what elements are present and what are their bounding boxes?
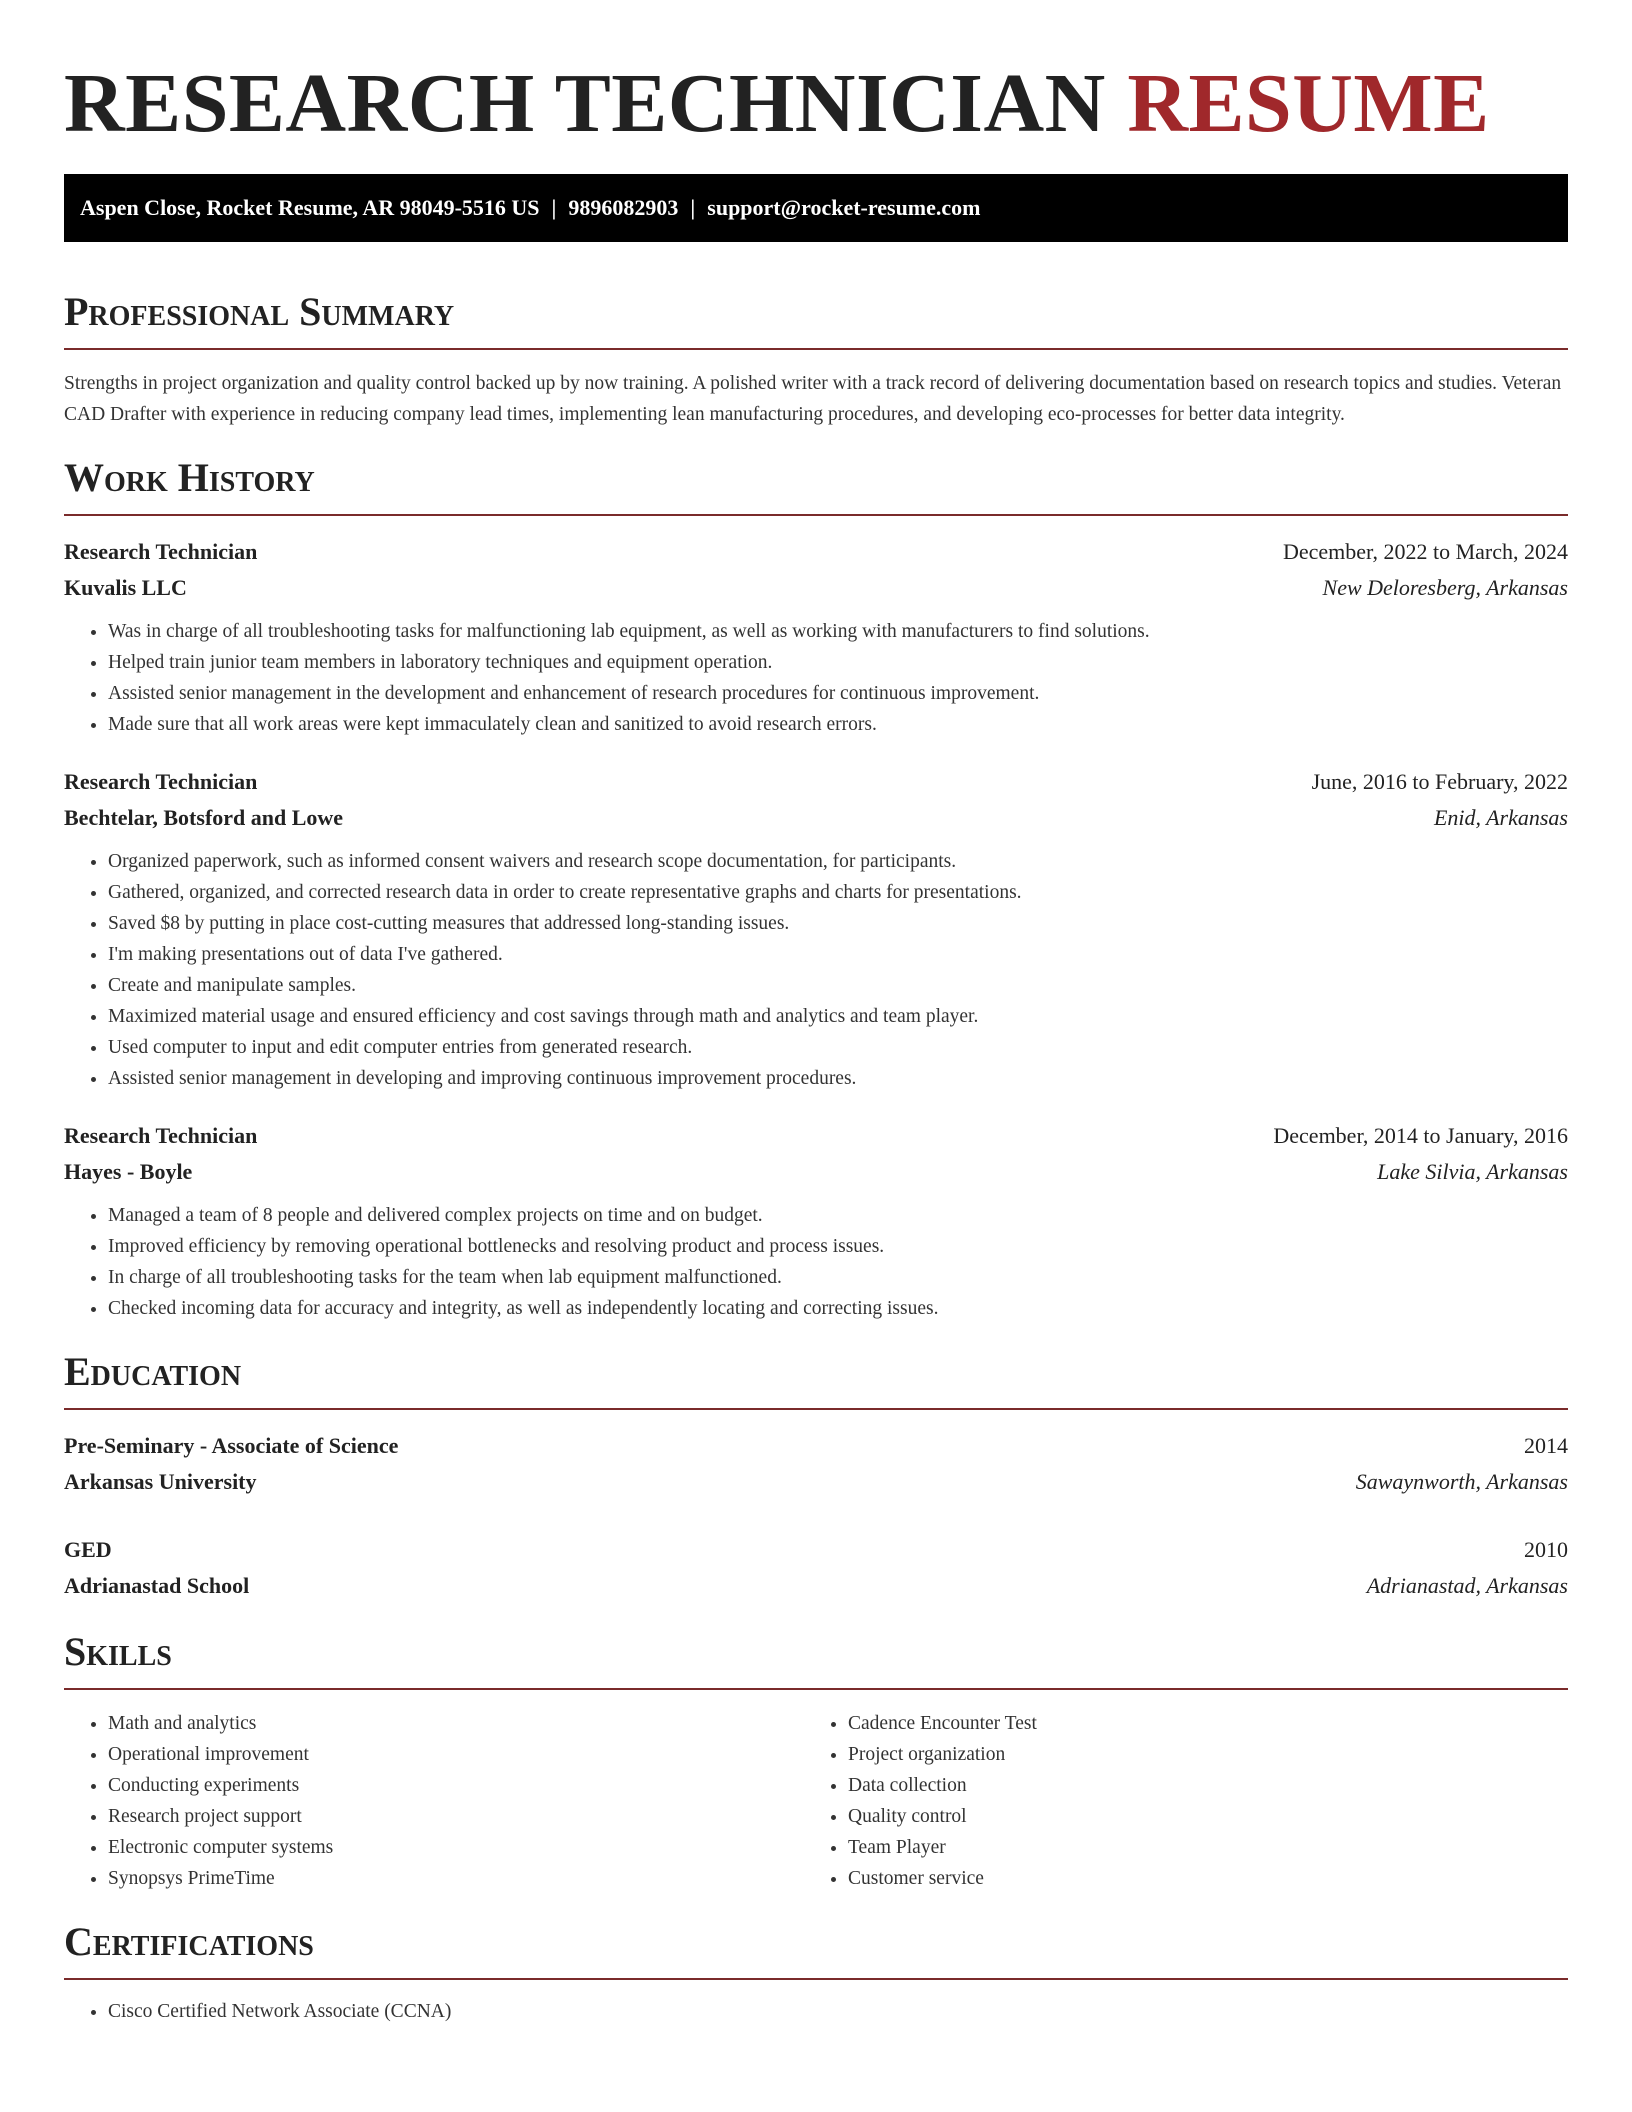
job-bullet: • Organized paperwork, such as informed consent waivers and research scope documentation, for participants.: [108, 846, 1568, 877]
job-bullets: [64, 846, 1568, 1094]
skills-list-right: [804, 1708, 1544, 1894]
title-main: RESEARCH TECHNICIAN: [64, 57, 1106, 150]
job-bullets: [64, 616, 1568, 740]
resume-title: [64, 58, 1568, 150]
job-entry: [64, 1118, 1568, 1324]
education-location: Sawaynworth, Arkansas: [1355, 1469, 1568, 1494]
skill-item: • Conducting experiments: [108, 1770, 804, 1801]
skill-item: • Operational improvement: [108, 1739, 804, 1770]
contact-phone: 9896082903: [568, 195, 679, 220]
education-degree: GED: [64, 1537, 112, 1562]
job-bullet: • In charge of all troubleshooting tasks for the team when lab equipment malfunctioned.: [108, 1262, 1568, 1293]
education-school: Arkansas University: [64, 1469, 257, 1494]
skills-columns: [64, 1708, 1568, 1894]
skill-item: • Research project support: [108, 1801, 804, 1832]
skill-item: • Electronic computer systems: [108, 1832, 804, 1863]
section-heading-skills: Skills: [64, 1629, 172, 1674]
skill-item: • Quality control: [848, 1801, 1544, 1832]
section-heading-summary: Professional Summary: [64, 289, 455, 334]
title-accent: RESUME: [1127, 57, 1490, 150]
contact-address: Aspen Close, Rocket Resume, AR 98049-5516 US: [80, 195, 540, 220]
section-divider: [64, 348, 1568, 350]
job-bullet: • Made sure that all work areas were kept immaculately clean and sanitized to avoid research errors.: [108, 709, 1568, 740]
job-bullet: • Create and manipulate samples.: [108, 970, 1568, 1001]
job-bullet: • Maximized material usage and ensured efficiency and cost savings through math and analytics and team player.: [108, 1001, 1568, 1032]
section-divider: [64, 1408, 1568, 1410]
job-bullet: • Assisted senior management in the development and enhancement of research procedures for continuous improvement.: [108, 678, 1568, 709]
skill-item: • Synopsys PrimeTime: [108, 1863, 804, 1894]
job-company: Kuvalis LLC: [64, 575, 187, 600]
job-location: New Deloresberg, Arkansas: [1322, 575, 1568, 600]
job-bullet: • I'm making presentations out of data I've gathered.: [108, 939, 1568, 970]
job-dates: December, 2022 to March, 2024: [1282, 539, 1568, 564]
job-entry: [64, 534, 1568, 740]
job-header-row: [64, 764, 1568, 800]
certifications-list: [64, 1996, 1568, 2027]
job-company-row: [64, 570, 1568, 606]
job-dates: December, 2014 to January, 2016: [1273, 1123, 1568, 1148]
skills-list-left: [64, 1708, 804, 1894]
job-title: Research Technician: [64, 769, 258, 794]
job-header-row: [64, 534, 1568, 570]
skill-item: • Customer service: [848, 1863, 1544, 1894]
job-bullet: • Improved efficiency by removing operational bottlenecks and resolving product and process issues.: [108, 1231, 1568, 1262]
education-header-row: [64, 1428, 1568, 1464]
education-year: 2014: [1524, 1433, 1568, 1458]
job-bullet: • Assisted senior management in developing and improving continuous improvement procedures.: [108, 1063, 1568, 1094]
job-entry: [64, 764, 1568, 1094]
contact-email: support@rocket-resume.com: [707, 195, 981, 220]
skill-item: • Cadence Encounter Test: [848, 1708, 1544, 1739]
education-entry: [64, 1428, 1568, 1500]
resume-content: [64, 0, 1568, 2027]
education-year: 2010: [1524, 1537, 1568, 1562]
job-bullets: [64, 1200, 1568, 1324]
section-heading-certifications: Certifications: [64, 1919, 314, 1964]
section-divider: [64, 514, 1568, 516]
section-divider: [64, 1978, 1568, 1980]
job-header-row: [64, 1118, 1568, 1154]
certification-item: • Cisco Certified Network Associate (CCNA): [108, 1996, 1568, 2027]
contact-separator: |: [690, 195, 696, 220]
contact-separator: |: [551, 195, 557, 220]
job-bullet: • Checked incoming data for accuracy and integrity, as well as independently locating and correcting issues.: [108, 1293, 1568, 1324]
job-company: Bechtelar, Botsford and Lowe: [64, 805, 344, 830]
job-bullet: • Saved $8 by putting in place cost-cutting measures that addressed long-standing issues.: [108, 908, 1568, 939]
job-title: Research Technician: [64, 539, 258, 564]
education-entry: [64, 1532, 1568, 1604]
section-heading-education: Education: [64, 1349, 242, 1394]
job-bullet: • Managed a team of 8 people and delivered complex projects on time and on budget.: [108, 1200, 1568, 1231]
education-school-row: [64, 1568, 1568, 1604]
job-bullet: • Helped train junior team members in laboratory techniques and equipment operation.: [108, 647, 1568, 678]
education-header-row: [64, 1532, 1568, 1568]
job-dates: June, 2016 to February, 2022: [1311, 769, 1568, 794]
summary-text: Strengths in project organization and quality control backed up by now training. A polished writer with a track record of delivering documentation based on research topics and studies. Veteran CAD Drafter with experience in reducing company lead times, implementing lean manufacturing procedures, and developing eco-processes for better data integrity.: [64, 373, 1562, 425]
job-bullet: • Gathered, organized, and corrected research data in order to create representative graphs and charts for presentations.: [108, 877, 1568, 908]
education-school-row: [64, 1464, 1568, 1500]
skill-item: • Data collection: [848, 1770, 1544, 1801]
job-title: Research Technician: [64, 1123, 258, 1148]
education-location: Adrianastad, Arkansas: [1366, 1573, 1568, 1598]
job-location: Enid, Arkansas: [1433, 805, 1568, 830]
skill-item: • Project organization: [848, 1739, 1544, 1770]
job-location: Lake Silvia, Arkansas: [1377, 1159, 1568, 1184]
job-company-row: [64, 1154, 1568, 1190]
skill-item: • Team Player: [848, 1832, 1544, 1863]
contact-bar: [64, 174, 1568, 242]
section-divider: [64, 1688, 1568, 1690]
job-company-row: [64, 800, 1568, 836]
job-bullet: • Used computer to input and edit computer entries from generated research.: [108, 1032, 1568, 1063]
job-bullet: • Was in charge of all troubleshooting tasks for malfunctioning lab equipment, as well as working with manufacturers to find solutions.: [108, 616, 1568, 647]
section-heading-work-history: Work History: [64, 455, 315, 500]
job-company: Hayes - Boyle: [64, 1159, 193, 1184]
education-school: Adrianastad School: [64, 1573, 250, 1598]
skill-item: • Math and analytics: [108, 1708, 804, 1739]
education-degree: Pre-Seminary - Associate of Science: [64, 1433, 399, 1458]
